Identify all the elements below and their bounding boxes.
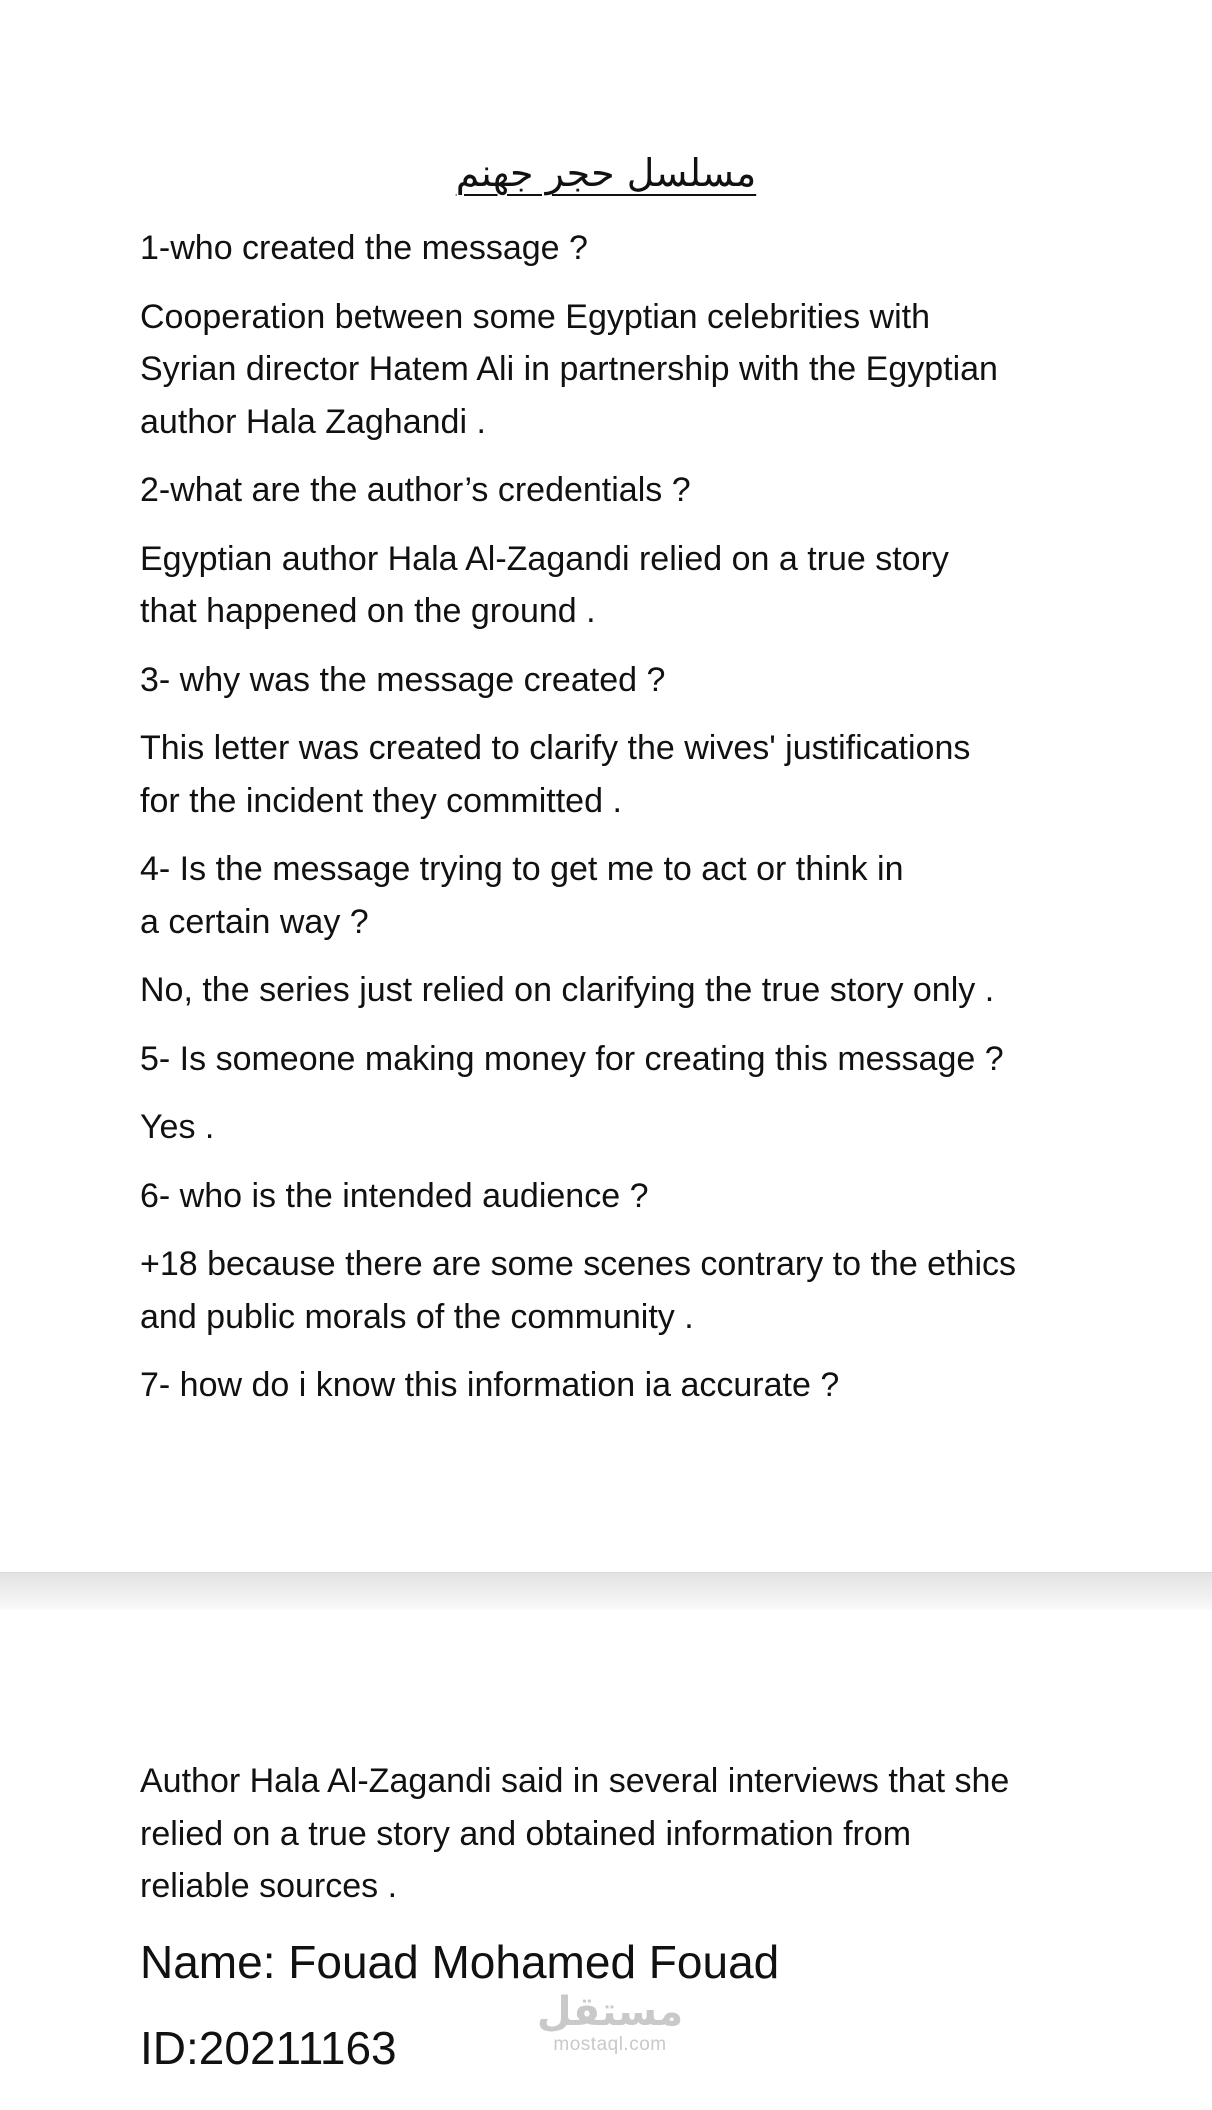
answer-1: Cooperation between some Egyptian celebrities with Syrian director Hatem Ali in partnership with the Egyptian author Hala Zaghandi . bbox=[140, 297, 998, 441]
question-5: 5- Is someone making money for creating this message ? bbox=[140, 1039, 1004, 1078]
answer-5: Yes . bbox=[140, 1108, 215, 1146]
page-separator bbox=[0, 1572, 1212, 1611]
student-name: Name: Fouad Mohamed Fouad bbox=[140, 1935, 780, 1988]
question-4: 4- Is the message trying to get me to act or think in a certain way ? bbox=[140, 850, 904, 941]
watermark-latin: mostaql.com bbox=[553, 2034, 667, 2055]
question-2: 2-what are the author’s credentials ? bbox=[140, 471, 691, 509]
student-id: ID:20211163 bbox=[140, 2021, 397, 2074]
watermark-arabic: مستقل bbox=[536, 1989, 684, 2035]
mostaql-watermark bbox=[530, 1990, 690, 2056]
answer-7: Author Hala Al-Zagandi said in several interviews that she relied on a true story and obtained information from reliable sources . bbox=[140, 1762, 1010, 1905]
answer-4: No, the series just relied on clarifying the true story only . bbox=[140, 971, 995, 1009]
answer-2: Egyptian author Hala Al-Zagandi relied on a true story that happened on the ground . bbox=[140, 539, 949, 630]
question-3: 3- why was the message created ? bbox=[140, 660, 666, 699]
document-title: مسلسل حجر جهنم bbox=[455, 151, 757, 195]
document-body bbox=[140, 222, 1100, 1428]
answer-6: +18 because there are some scenes contrary to the ethics and public morals of the community . bbox=[140, 1245, 1016, 1336]
question-6: 6- who is the intended audience ? bbox=[140, 1176, 649, 1215]
answer-3: This letter was created to clarify the wives' justifications for the incident they committed . bbox=[140, 729, 971, 820]
document-page-2 bbox=[0, 1610, 1212, 2110]
question-1: 1-who created the message ? bbox=[140, 229, 588, 267]
question-7: 7- how do i know this information ia accurate ? bbox=[140, 1366, 840, 1404]
